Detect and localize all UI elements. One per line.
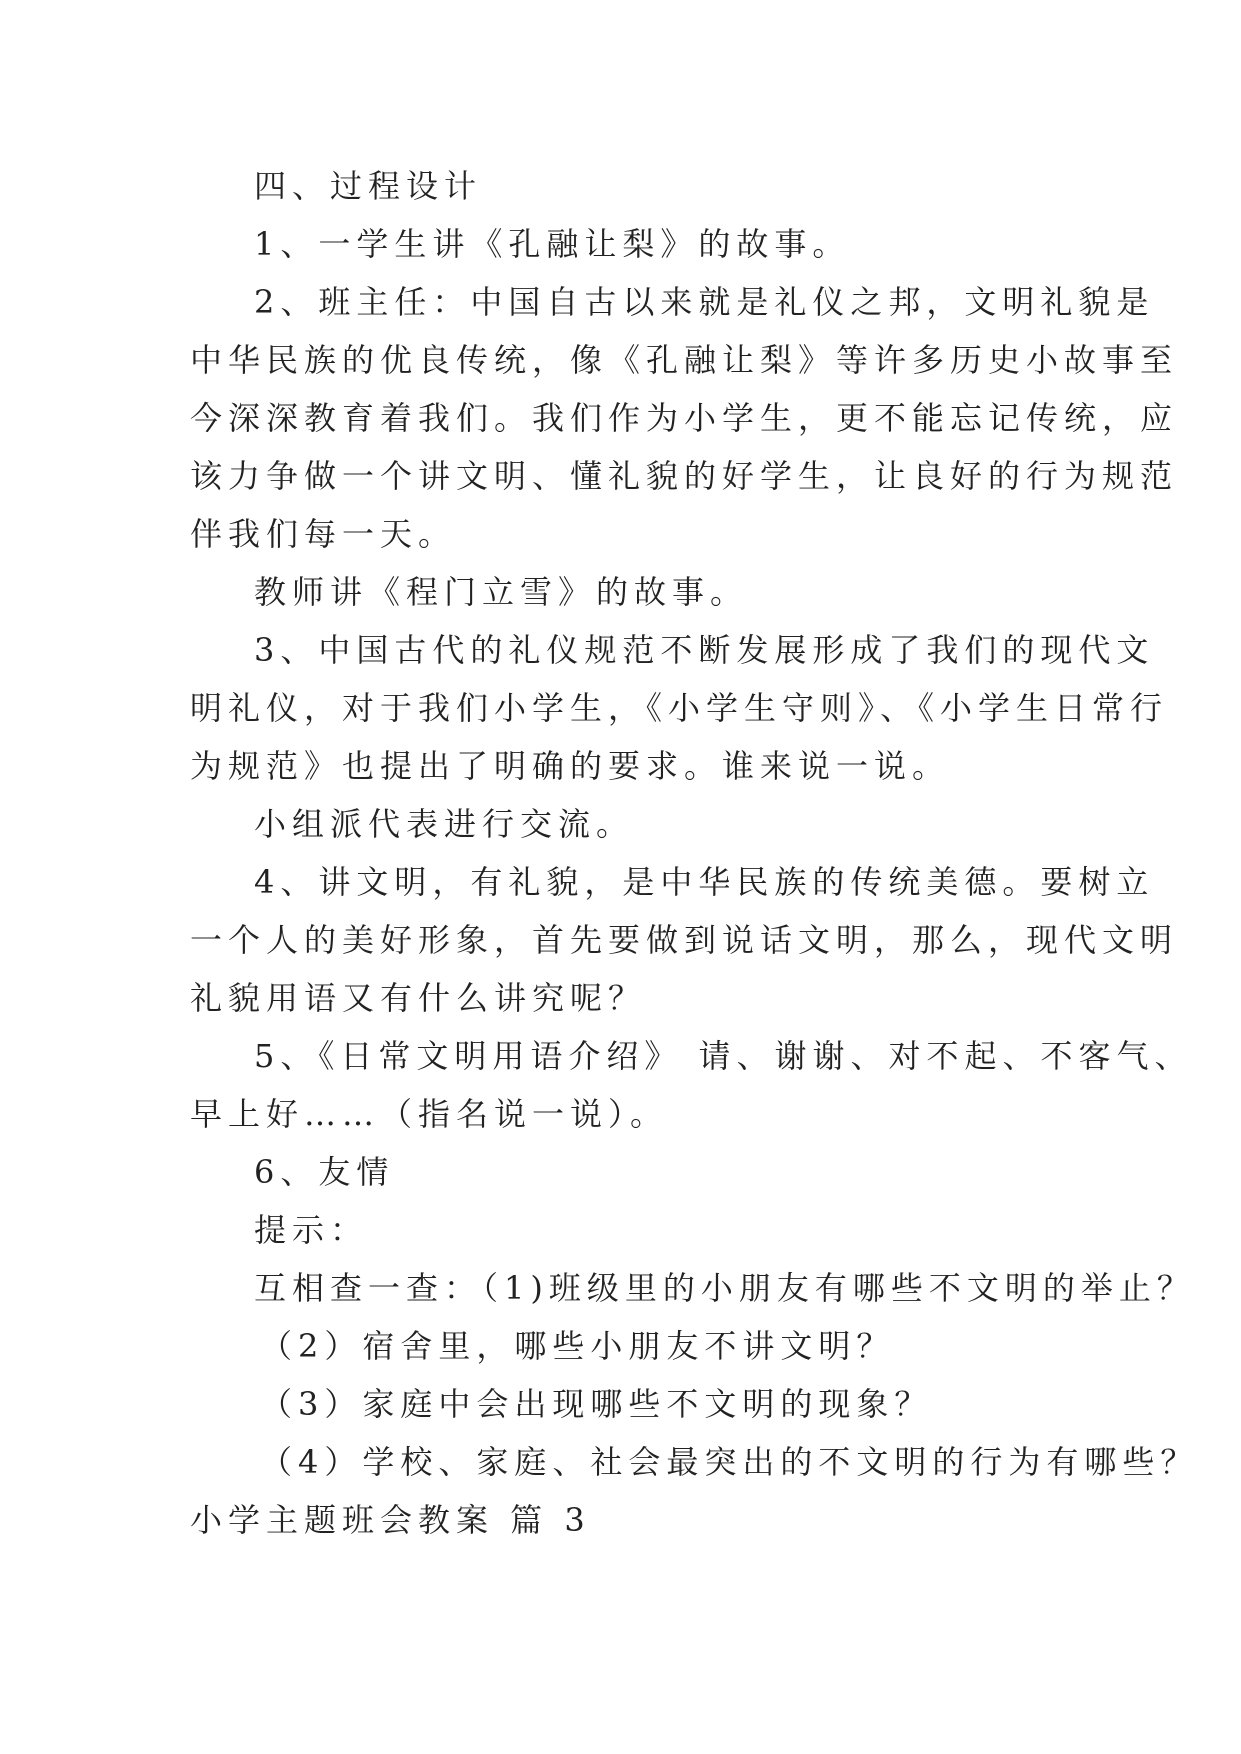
paragraph-line: 早上好……（指名说一说）。 [190, 1095, 669, 1133]
paragraph-line: 明礼仪，对于我们小学生，《小学生守则》、《小学生日常行 [190, 689, 1169, 727]
list-item: （3）家庭中会出现哪些不文明的现象？ [260, 1385, 933, 1423]
section-title: 小学主题班会教案 篇 3 [190, 1501, 591, 1539]
paragraph-line: 1、一学生讲《孔融让梨》的故事。 [254, 225, 851, 263]
paragraph-line: 伴我们每一天。 [190, 515, 457, 553]
paragraph-line: 中华民族的优良传统，像《孔融让梨》等许多历史小故事至 [190, 341, 1179, 379]
paragraph-line: 4、讲文明，有礼貌，是中华民族的传统美德。要树立 [254, 863, 1155, 901]
paragraph-line: 2、班主任：中国自古以来就是礼仪之邦，文明礼貌是 [254, 283, 1155, 321]
paragraph-line: 3、中国古代的礼仪规范不断发展形成了我们的现代文 [254, 631, 1155, 669]
list-item: （2）宿舍里，哪些小朋友不讲文明？ [260, 1327, 895, 1365]
paragraph-line: 今深深教育着我们。我们作为小学生，更不能忘记传统，应 [190, 399, 1179, 437]
paragraph-line: 礼貌用语又有什么讲究呢？ [190, 979, 647, 1017]
paragraph-line: 6、友情 [254, 1153, 395, 1191]
paragraph-line: 小组派代表进行交流。 [254, 805, 635, 843]
paragraph-line: 教师讲《程门立雪》的故事。 [254, 573, 749, 611]
paragraph-line: 5、《日常文明用语介绍》 请、谢谢、对不起、不客气、 [254, 1037, 1193, 1075]
paragraph-line: 该力争做一个讲文明、懂礼貌的好学生，让良好的行为规范 [190, 457, 1179, 495]
paragraph-line: 提示： [254, 1211, 369, 1249]
section-heading: 四、过程设计 [254, 167, 483, 205]
list-item: （4）学校、家庭、社会最突出的不文明的行为有哪些？ [260, 1443, 1199, 1481]
paragraph-line: 为规范》也提出了明确的要求。谁来说一说。 [190, 747, 951, 785]
paragraph-line: 互相查一查：（1)班级里的小朋友有哪些不文明的举止？ [254, 1269, 1195, 1307]
paragraph-line: 一个人的美好形象，首先要做到说话文明，那么，现代文明 [190, 921, 1179, 959]
